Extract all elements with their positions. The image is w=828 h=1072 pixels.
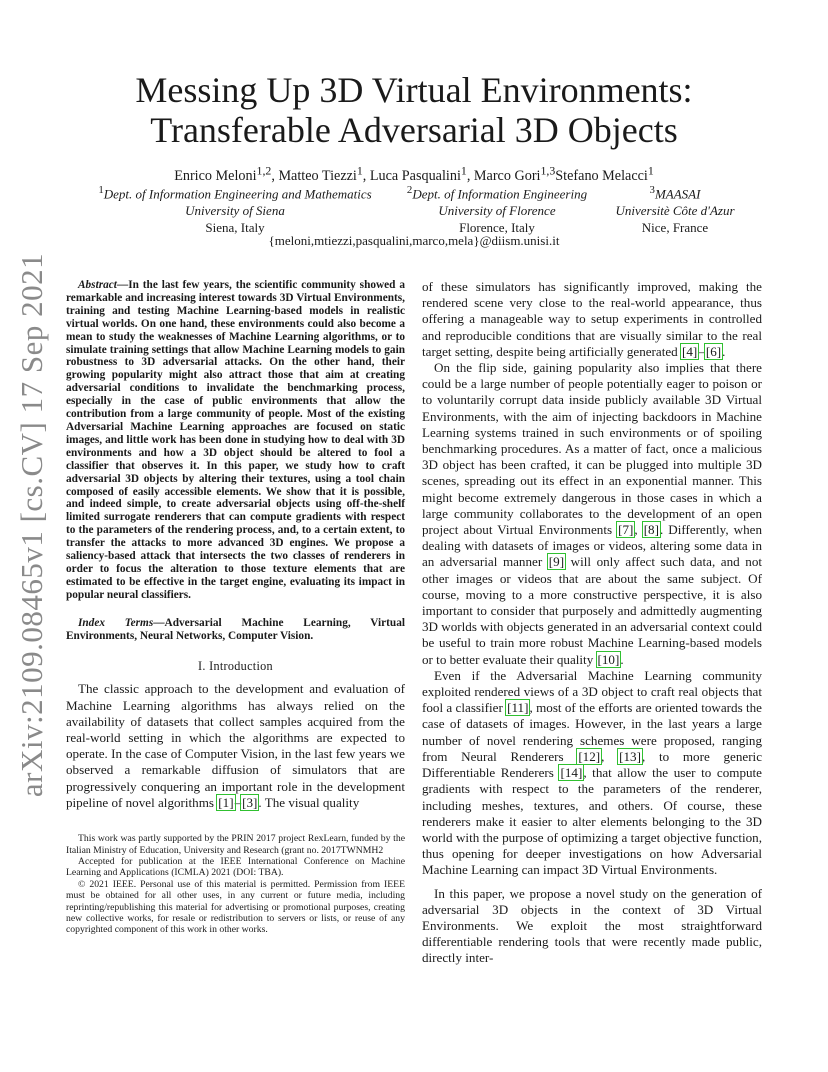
citation-link[interactable]: [4] <box>682 343 698 359</box>
abstract <box>66 279 405 602</box>
right-paragraph-2: On the flip side, gaining popularity also implies that there could be a large number of people potentially eager to poison or to voluntarily corrupt data inside publicly available 3D Virtual Environments, with the aim of injecting backdoors in Machine Learning systems trained in such environments or of spoiling benchmarking procedures. As a matter of fact, once a malicious 3D object has been crafted, it can be plugged into multiple 3D scenes, spreading out its effect in an exponential manner. This might become extremely dangerous in those cases in which a large community collaborates to the development of an open project about Virtual Environments [7], [8]. Differently, when dealing with datasets of images or videos, altering some data in an adversarial manner [9] will only affect such data, and not other images or videos that are about the same subject. Of course, moving to a more constructive perspective, it is also important to consider that purposely and admittedly augmenting 3D worlds with objects generated in an adversarial context could be useful to train more robust Machine Learning-based models or to better evaluate their quality [10]. <box>422 360 763 667</box>
title-line-1: Messing Up 3D Virtual Environments: <box>135 70 693 110</box>
affiliation-1: $^1$Dept. of Information Engineering and Mathematics University of Siena Siena, Italy <box>98 184 372 236</box>
author-5: Stefano Melacci$^1$ <box>555 163 654 184</box>
right-paragraph-4: In this paper, we propose a novel study on the generation of adversarial 3D objects in the context of 3D Virtual Environments. We exploit the most straightforward differentiable rendering tools that were recently made public, directly inter- <box>422 885 762 966</box>
footnote-acceptance: Accepted for publication at the IEEE International Conference on Machine Learning and Applications (ICMLA) 2021 (DOI: TBA). <box>66 855 405 879</box>
arxiv-stamp-text: arXiv:2109.08465v1 [cs.CV] 17 Sep 2021 <box>14 252 49 798</box>
index-terms-label: Index Terms <box>78 616 154 629</box>
intro-paragraph-1: The classic approach to the development and evaluation of Machine Learning algorithms has always relied on the availability of datasets that collect samples acquired from the real-world setting in which the algorithms are expected to operate. In the case of Computer Vision, in the last few years we observed a remarkable diffusion of simulators that are progressively conquering an important role in the development pipeline of novel algorithms [1]–[3]. The visual quality <box>66 681 405 810</box>
citation-link[interactable]: [7] <box>618 522 634 538</box>
arxiv-stamp <box>14 252 50 798</box>
index-terms-text: —Adversarial Machine Learning, Virtual Environments, Neural Networks, Computer Vision. <box>66 616 405 642</box>
footnote-funding: This work was partly supported by the PRIN 2017 project RexLearn, funded by the Italian Ministry of Education, University and Research (grant no. 2017TWNMH2 <box>66 833 405 856</box>
paper-title <box>60 70 768 150</box>
citation-link[interactable]: [12] <box>578 748 601 764</box>
author-email: {meloni,mtiezzi,pasqualini,marco,mela}@diism.unisi.it <box>268 233 560 248</box>
footnote-copyright: © 2021 IEEE. Personal use of this material is permitted. Permission from IEEE must be obtained for all other uses, in any current or future media, including reprinting/republishing this material for advertising or promotional purposes, creating new collective works, for resale or redistribution to servers or lists, or reuse of any copyrighted component of this work in other works. <box>66 878 405 936</box>
citation-link[interactable]: [8] <box>643 522 659 538</box>
index-terms <box>66 617 405 643</box>
left-column <box>66 279 405 936</box>
right-paragraph-1: of these simulators has significantly improved, making the rendered scene very close to the real-world appearance, thus offering a manageable way to setup experiments in controlled and reproducible conditions that are visually similar to the real target setting, despite being artificially generated [4]–[6]. <box>422 279 762 359</box>
title-line-2: Transferable Adversarial 3D Objects <box>150 110 678 150</box>
citation-link[interactable]: [11] <box>507 700 529 716</box>
citation-link[interactable]: [13] <box>619 748 641 764</box>
author-2: Matteo Tiezzi$^1$, <box>278 163 370 184</box>
citation-link[interactable]: [9] <box>548 554 565 570</box>
author-3: Luca Pasqualini$^1$, <box>369 163 474 184</box>
abstract-label: Abstract <box>78 279 117 291</box>
citation-link[interactable]: [6] <box>705 343 722 359</box>
author-4: Marco Gori$^{1,3}$ <box>473 163 556 184</box>
author-1: Enrico Meloni$^{1,2}$, <box>174 163 279 184</box>
abstract-text: —In the last few years, the scientific community showed a remarkable and increasing interest towards 3D Virtual Environments, training and testing Machine Learning-based models in realistic virtual worlds. On one hand, these environments could also become a mean to study the weaknesses of Machine Learning algorithms, or to simulate training settings that allow Machine Learning models to gain robustness to 3D adversarial attacks. On the other hand, their growing popularity might also attract those that aim at creating adversarial conditions to invalidate the benchmarking process, especially in the case of public environments that allow the contribution from a large community of people. Most of the existing Adversarial Machine Learning approaches are focused on static images, and little work has been done in studying how to deal with 3D environments and how a 3D object should be altered to fool a classifier that observes it. In this paper, we study how to craft adversarial 3D objects by altering their textures, using a tool chain composed of easily accessible elements. We show that it is possible, and indeed simple, to create adversarial objects using off-the-shelf limited surrogate renderers that can compute gradients with respect to the parameters of the rendering process, and, to a certain extent, to transfer the attacks to more advanced 3D engines. We propose a saliency-based attack that intersects the two classes of renderers in order to focus the alteration to those texture elements that are estimated to be effective in the target engine, evaluating its impact in popular neural classifiers. <box>66 279 405 601</box>
footnotes <box>66 833 405 936</box>
right-column <box>422 279 762 967</box>
citation-link[interactable]: [10] <box>597 651 620 667</box>
affiliation-3: $^3$MAASAI Universitè Côte d'Azur Nice, France <box>615 184 735 236</box>
section-heading: I. Introduction <box>198 659 273 674</box>
affiliation-2: $^2$Dept. of Information Engineering University of Florence Florence, Italy <box>406 184 588 236</box>
citation-link[interactable]: [3] <box>242 794 258 810</box>
right-paragraph-3: Even if the Adversarial Machine Learning community exploited rendered views of a 3D object to craft real objects that fool a classifier [11], most of the efforts are oriented towards the case of datasets of images. However, in the last years a large number of novel rendering schemes were proposed, ranging from Neural Renderers [12], [13], to more generic Differentiable Renderers [14], that allow the user to compute gradients with respect to the parameters of the renderer, including meshes, textures, and others. Of course, these renderers make it easier to alter elements belonging to the 3D world with the purpose of optimizing a target objective function, thus opening for deeper investigations on how Adversarial Machine Learning can impact 3D Virtual Environments. <box>422 667 763 878</box>
citation-link[interactable]: [1] <box>218 794 234 810</box>
citation-link[interactable]: [14] <box>560 765 583 781</box>
